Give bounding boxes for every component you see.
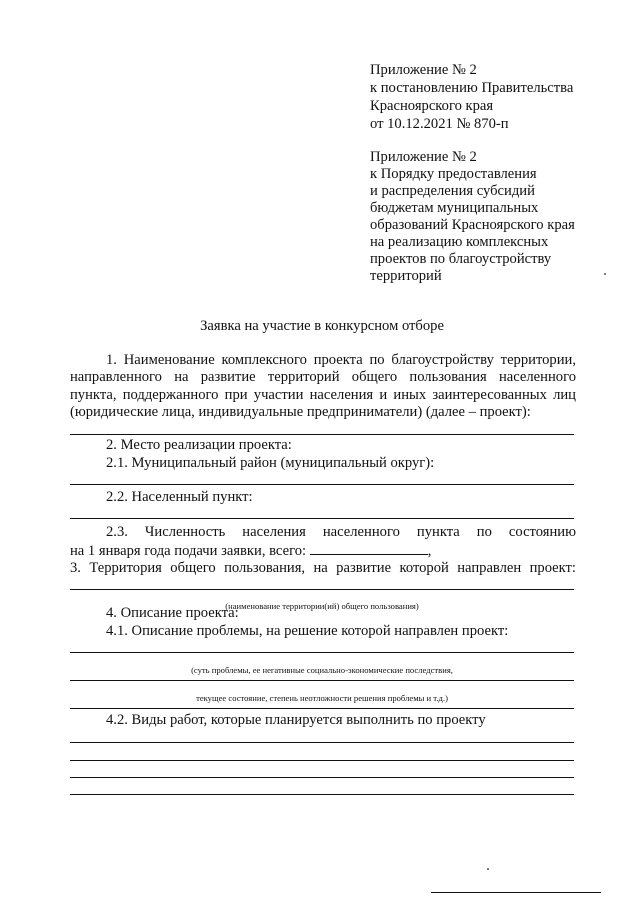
section-3-paragraph <box>70 560 576 577</box>
item-4-2-label: 4.2. Виды работ, которые планируется выполнить по проекту <box>106 712 486 728</box>
item-2-3-paragraph <box>70 524 576 541</box>
scan-speck <box>487 868 489 870</box>
caption-problem-2: текущее состояние, степень неотложности решения проблемы и т.д.) <box>196 692 448 703</box>
header-line: образований Красноярского края <box>370 217 575 233</box>
header-line: Приложение № 2 <box>370 149 477 165</box>
fill-line-problem-2[interactable] <box>70 680 574 681</box>
item-4-1-label: 4.1. Описание проблемы, на решение которой направлен проект: <box>106 623 509 639</box>
header-line: Красноярского края <box>370 98 494 114</box>
header-line: на реализацию комплексных <box>370 234 549 250</box>
fill-line-project-name[interactable] <box>70 434 574 435</box>
paragraph-line: пункта, поддержанного при участии населения и иных заинтересованных лиц <box>70 386 576 403</box>
paragraph-line: 3. Территория общего пользования, на развитие которой направлен проект: <box>70 560 576 576</box>
caption-territory: (наименование территории(ий) общего пользования) <box>225 600 419 611</box>
population-input-line[interactable] <box>310 542 428 555</box>
header-line: территорий <box>370 268 442 284</box>
item-2-2-label: 2.2. Населенный пункт: <box>106 489 253 505</box>
paragraph-line: 1. Наименование комплексного проекта по благоустройству территории, <box>106 352 576 368</box>
header-line: Приложение № 2 <box>370 62 477 78</box>
fill-line-public-territory[interactable] <box>70 589 574 590</box>
scan-speck <box>604 273 606 275</box>
fill-line-works-3[interactable] <box>70 777 574 778</box>
header-line: к Порядку предоставления <box>370 166 537 182</box>
fill-line-works-4[interactable] <box>70 794 574 795</box>
caption-problem-1: (суть проблемы, ее негативные социально-экономические последствия, <box>191 664 453 675</box>
fill-line-works-2[interactable] <box>70 760 574 761</box>
header-line: и распределения субсидий <box>370 183 535 199</box>
paragraph-line: направленного на развитие территорий общего пользования населенного <box>70 369 576 386</box>
section-4-heading: 4. Описание проекта: <box>106 605 239 621</box>
fill-line-settlement[interactable] <box>70 518 574 519</box>
header-line: от 10.12.2021 № 870-п <box>370 116 509 132</box>
fill-line-municipal-district[interactable] <box>70 484 574 485</box>
item-2-1-label: 2.1. Муниципальный район (муниципальный округ): <box>106 455 435 471</box>
section-2-heading: 2. Место реализации проекта: <box>106 437 292 453</box>
paragraph-line: (юридические лица, индивидуальные предприниматели) (далее – проект): <box>70 403 531 420</box>
header-line: бюджетам муниципальных <box>370 200 539 216</box>
document-title: Заявка на участие в конкурсном отборе <box>200 318 444 334</box>
item-2-3-line2 <box>70 542 431 560</box>
item-2-3-suffix: , <box>427 543 432 559</box>
header-line: к постановлению Правительства <box>370 80 574 96</box>
fill-line-problem-3[interactable] <box>70 708 574 709</box>
paragraph-line: 2.3. Численность населения населенного пункта по состоянию <box>106 524 576 540</box>
fill-line-works-1[interactable] <box>70 742 574 743</box>
header-line: проектов по благоустройству <box>370 251 552 267</box>
footer-rule <box>431 892 601 893</box>
item-2-3-prefix: на 1 января года подачи заявки, всего: <box>70 543 307 559</box>
section-1-paragraph <box>70 352 576 421</box>
fill-line-problem-1[interactable] <box>70 652 574 653</box>
